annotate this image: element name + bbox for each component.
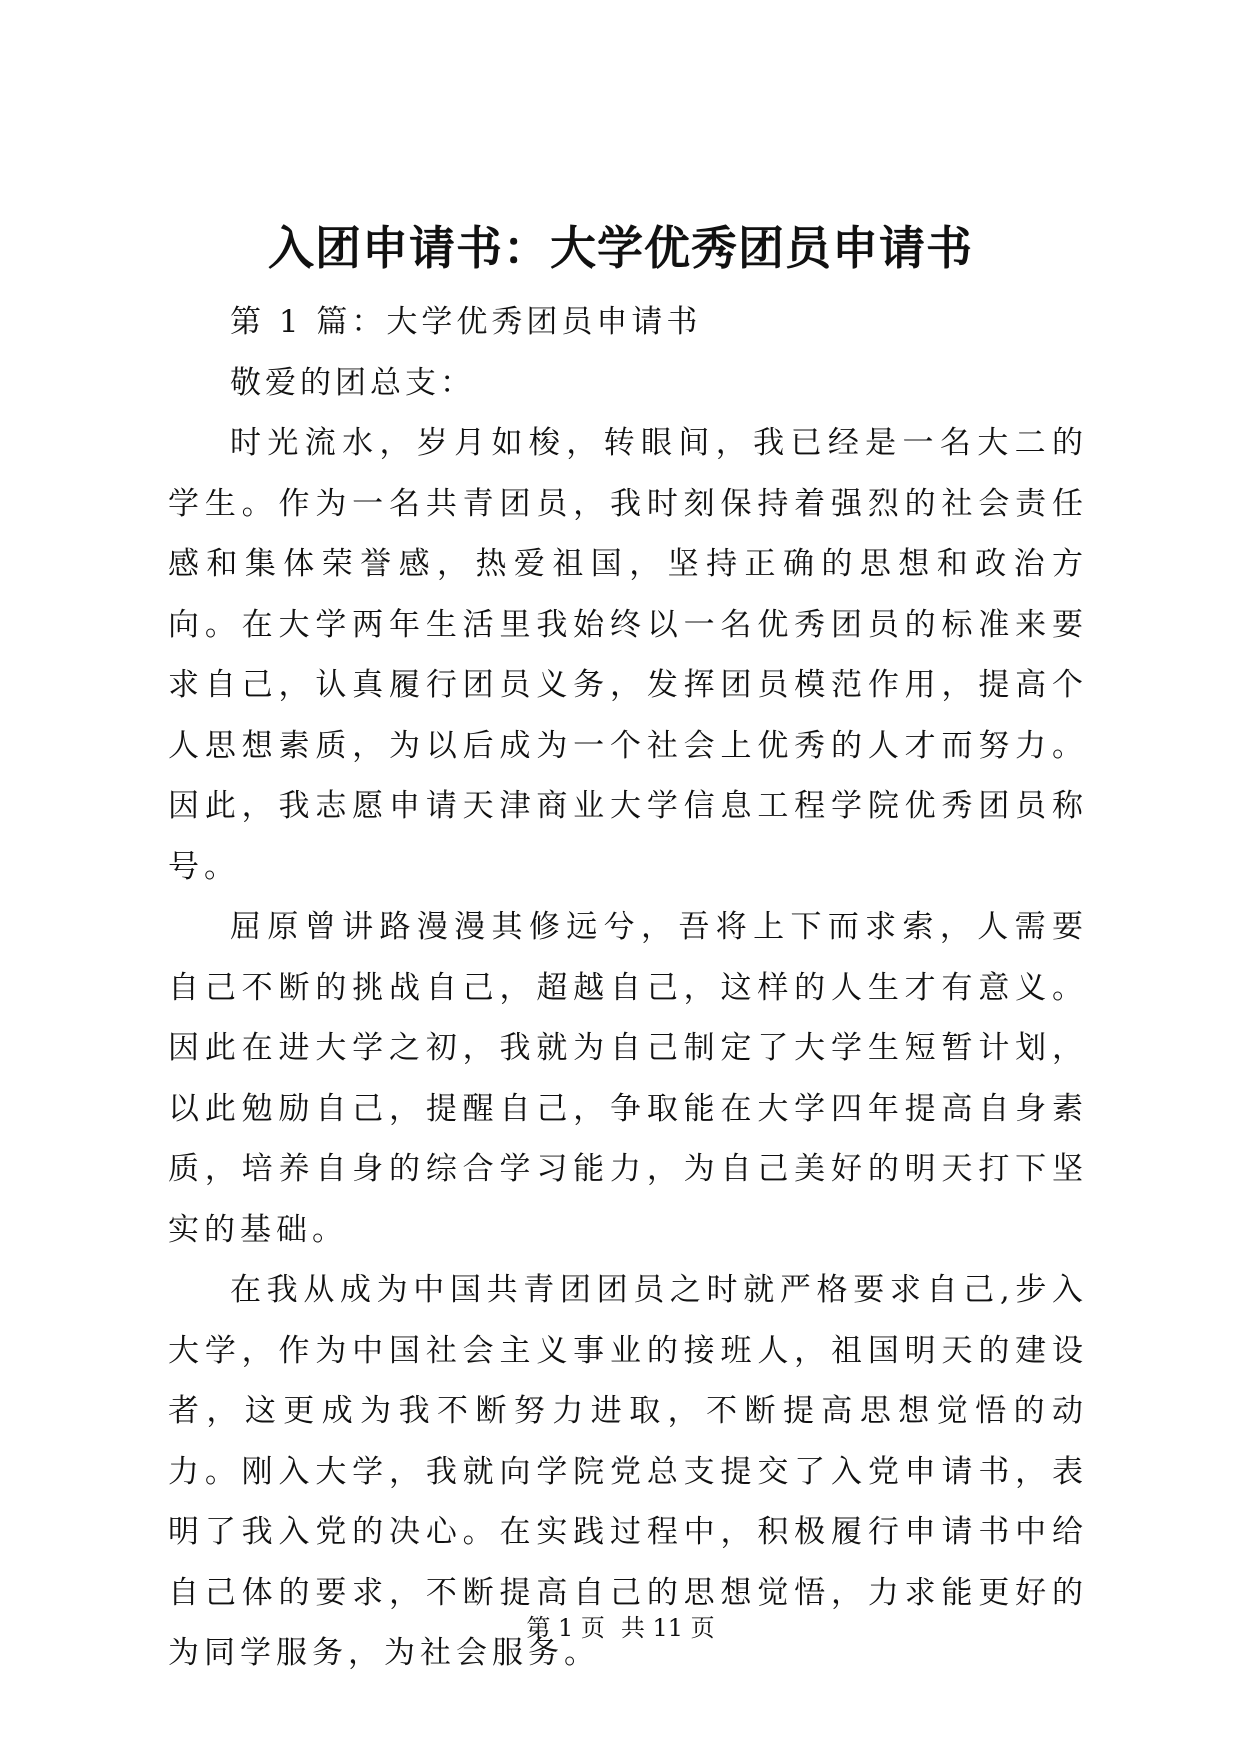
chapter-heading: 第 1 篇：大学优秀团员申请书	[230, 304, 702, 340]
body-paragraph-3: 在我从成为中国共青团团员之时就严格要求自己,步入大学，作为中国社会主义事业的接班人，祖国明天的建设者，这更成为我不断努力进取，不断提高思想觉悟的动力。刚入大学，我就向学院党总支提交了入党申请书，表明了我入党的决心。在实践过程中，积极履行申请书中给自己体的要求，不断提高自己的思想觉悟，力求能更好的为同学服务，为社会服务。	[168, 1272, 1088, 1671]
page-footer	[0, 1612, 1241, 1644]
body-paragraph-1: 时光流水，岁月如梭，转眼间，我已经是一名大二的学生。作为一名共青团员，我时刻保持着强烈的社会责任感和集体荣誉感，热爱祖国，坚持正确的思想和政治方向。在大学两年生活里我始终以一名优秀团员的标准来要求自己，认真履行团员义务，发挥团员模范作用，提高个人思想素质，为以后成为一个社会上优秀的人才而努力。因此，我志愿申请天津商业大学信息工程学院优秀团员称号。	[168, 425, 1088, 885]
page-number: 第 1 页	[526, 1614, 605, 1642]
document-body	[168, 292, 1088, 1684]
body-paragraph-2: 屈原曾讲路漫漫其修远兮，吾将上下而求索，人需要自己不断的挑战自己，超越自己，这样的人生才有意义。因此在进大学之初，我就为自己制定了大学生短暂计划，以此勉励自己，提醒自己，争取能在大学四年提高自身素质，培养自身的综合学习能力，为自己美好的明天打下坚实的基础。	[168, 909, 1088, 1248]
page-total: 共 11 页	[620, 1614, 715, 1642]
salutation: 敬爱的团总支：	[230, 364, 475, 401]
document-title: 入团申请书：大学优秀团员申请书	[268, 221, 973, 275]
